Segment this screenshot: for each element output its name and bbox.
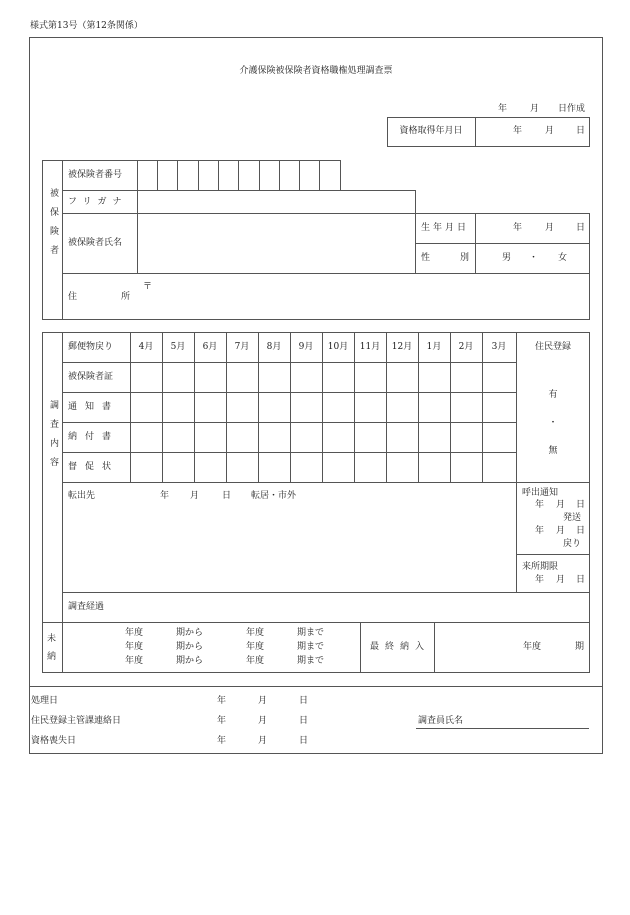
created-month: 月	[530, 104, 540, 114]
sex-label: 性別	[421, 253, 500, 263]
unpaid-to-year[interactable]: 年度	[246, 642, 265, 652]
summons-label: 呼出通知	[522, 488, 559, 498]
investigator-name-field[interactable]	[416, 728, 589, 729]
deadline-day[interactable]: 日	[576, 575, 586, 585]
month-header: 6月	[202, 342, 218, 352]
unpaid-from-period[interactable]: 期から	[176, 642, 204, 652]
moved-to-label: 転出先	[68, 491, 96, 501]
survey-row-label: 郵便物戻り	[68, 342, 114, 352]
unpaid-to-period[interactable]: 期まで	[297, 642, 325, 652]
survey-history-label: 調査経過	[68, 602, 105, 612]
resident-separator: ・	[548, 418, 558, 428]
processed-month[interactable]: 月	[258, 696, 268, 706]
unpaid-from-period[interactable]: 期から	[176, 628, 204, 638]
lost-day[interactable]: 日	[299, 736, 309, 746]
notified-month[interactable]: 月	[258, 716, 268, 726]
unpaid-to-year[interactable]: 年度	[246, 628, 265, 638]
processed-year[interactable]: 年	[217, 696, 227, 706]
month-header: 7月	[234, 342, 250, 352]
notified-date-label: 住民登録主管課連絡日	[31, 716, 122, 726]
postal-mark: 〒	[143, 282, 153, 292]
unpaid-to-period[interactable]: 期まで	[297, 628, 325, 638]
month-header: 8月	[266, 342, 282, 352]
processed-day[interactable]: 日	[299, 696, 309, 706]
sex-female-option[interactable]: 女	[558, 253, 568, 263]
month-header: 1月	[426, 342, 442, 352]
month-header: 12月	[391, 342, 413, 352]
deadline-year[interactable]: 年	[535, 575, 545, 585]
resident-registration-label: 住民登録	[534, 342, 571, 352]
deadline-month[interactable]: 月	[556, 575, 566, 585]
sex-separator: ・	[529, 253, 539, 263]
final-payment-year[interactable]: 年度	[523, 642, 542, 652]
survey-row-label: 納付書	[68, 432, 120, 442]
moved-type-options[interactable]: 転居・市外	[251, 491, 297, 501]
returned-label: 戻り	[563, 539, 582, 549]
resident-yes-option[interactable]: 有	[548, 390, 558, 400]
acquired-label: 資格取得年月日	[399, 126, 463, 136]
birth-day[interactable]: 日	[576, 223, 586, 233]
investigator-name-label: 調査員氏名	[418, 716, 464, 726]
month-header: 5月	[170, 342, 186, 352]
unpaid-from-year[interactable]: 年度	[125, 642, 144, 652]
insured-number-label: 被保険者番号	[68, 170, 123, 180]
page-title: 介護保険被保険者資格職権処理調査票	[239, 66, 393, 76]
sent-label: 発送	[563, 513, 582, 523]
resident-no-option[interactable]: 無	[548, 446, 558, 456]
summons-day[interactable]: 日	[576, 500, 586, 510]
processed-date-label: 処理日	[31, 696, 59, 706]
unpaid-from-year[interactable]: 年度	[125, 628, 144, 638]
unpaid-from-year[interactable]: 年度	[125, 656, 144, 666]
unpaid-label: 未納	[47, 634, 57, 662]
notified-day[interactable]: 日	[299, 716, 309, 726]
birth-month[interactable]: 月	[545, 223, 555, 233]
furigana-label: フリガナ	[68, 197, 128, 207]
month-header: 11月	[359, 342, 381, 352]
final-payment-period[interactable]: 期	[575, 642, 585, 652]
final-payment-label: 最終納入	[369, 642, 430, 652]
return-day[interactable]: 日	[576, 526, 586, 536]
created-year: 年	[498, 104, 508, 114]
unpaid-to-year[interactable]: 年度	[246, 656, 265, 666]
month-header: 2月	[458, 342, 474, 352]
unpaid-to-period[interactable]: 期まで	[297, 656, 325, 666]
form-number: 様式第13号（第12条関係）	[30, 21, 143, 31]
moved-day[interactable]: 日	[222, 491, 232, 501]
lost-year[interactable]: 年	[217, 736, 227, 746]
month-header: 9月	[298, 342, 314, 352]
created-day: 日作成	[558, 104, 586, 114]
deadline-label: 来所期限	[522, 562, 559, 572]
month-header: 3月	[491, 342, 507, 352]
acquired-month[interactable]: 月	[545, 126, 555, 136]
footer-divider	[29, 686, 603, 687]
moved-year[interactable]: 年	[160, 491, 170, 501]
acquired-year[interactable]: 年	[513, 126, 523, 136]
lost-date-label: 資格喪失日	[31, 736, 77, 746]
survey-row-label: 督促状	[68, 462, 120, 472]
summons-month[interactable]: 月	[556, 500, 566, 510]
summons-year[interactable]: 年	[535, 500, 545, 510]
return-month[interactable]: 月	[556, 526, 566, 536]
month-header: 4月	[138, 342, 154, 352]
insured-name-label: 被保険者氏名	[68, 238, 123, 248]
acquired-day[interactable]: 日	[576, 126, 586, 136]
notified-year[interactable]: 年	[217, 716, 227, 726]
address-label: 住所	[68, 292, 175, 302]
survey-row-label: 通知書	[68, 402, 120, 412]
moved-month[interactable]: 月	[190, 491, 200, 501]
insured-section-label: 被保険者	[48, 188, 58, 264]
unpaid-from-period[interactable]: 期から	[176, 656, 204, 666]
lost-month[interactable]: 月	[258, 736, 268, 746]
birth-date-label: 生年月日	[421, 223, 470, 233]
sex-male-option[interactable]: 男	[502, 253, 512, 263]
return-year[interactable]: 年	[535, 526, 545, 536]
survey-section-label: 調査内容	[48, 400, 58, 476]
month-header: 10月	[327, 342, 349, 352]
birth-year[interactable]: 年	[513, 223, 523, 233]
survey-row-label: 被保険者証	[68, 372, 114, 382]
